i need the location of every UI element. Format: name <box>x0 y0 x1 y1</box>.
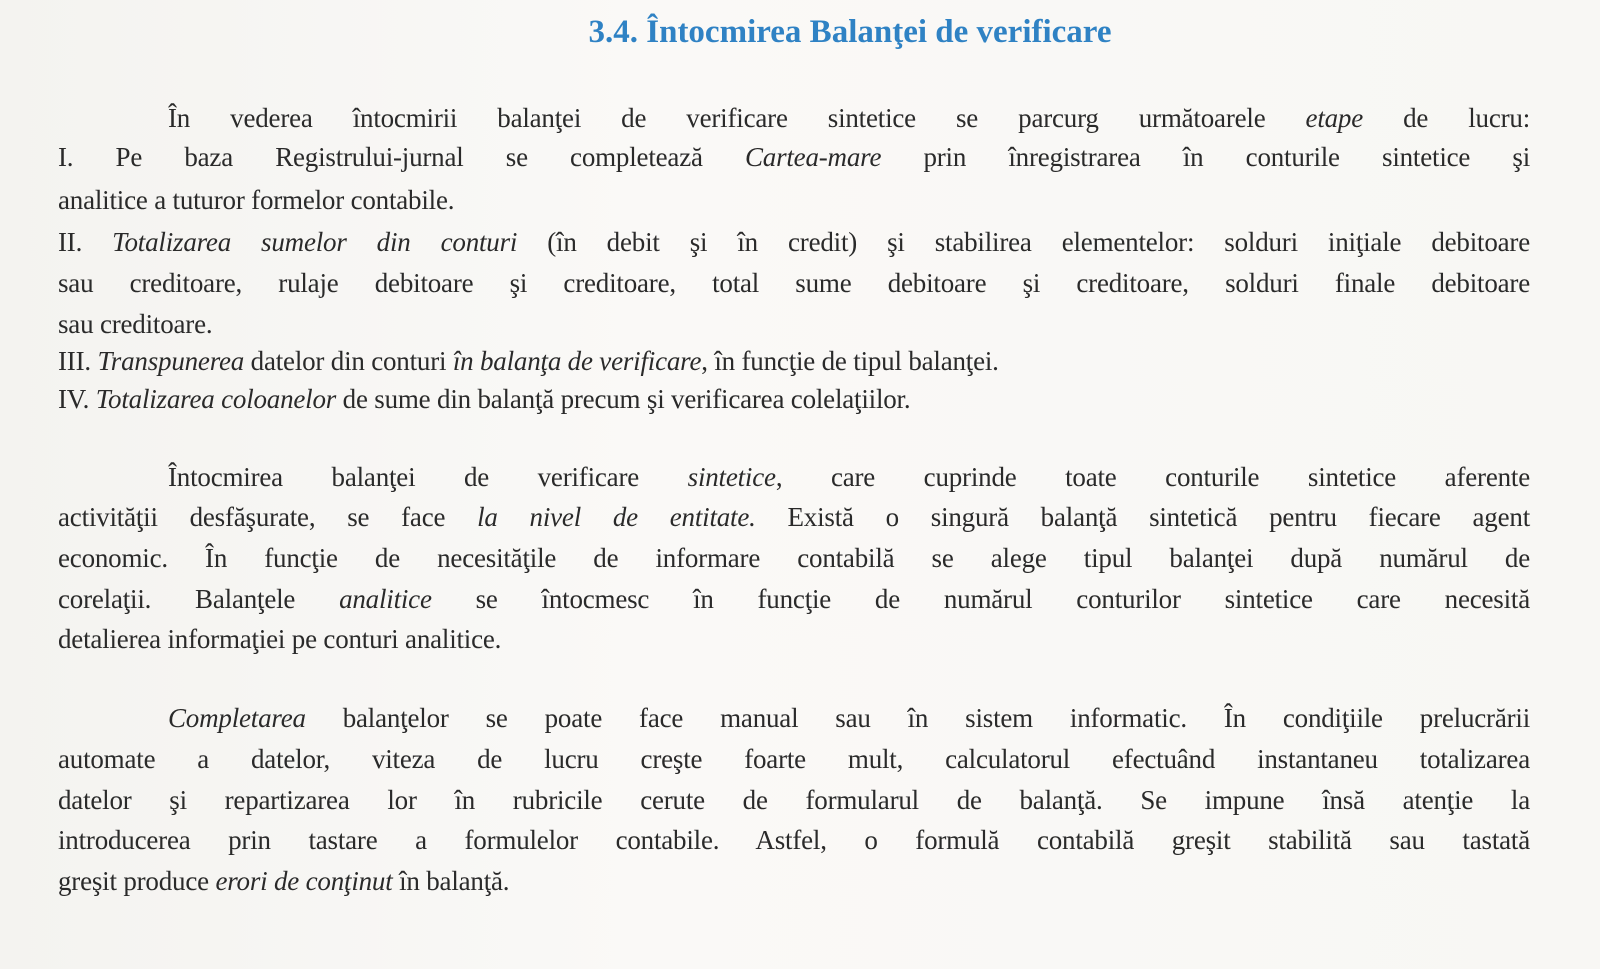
text-segment: Există o singură balanţă sintetică pentru fiecare agent <box>755 502 1530 532</box>
italic-text: Cartea-mare <box>744 142 882 172</box>
text-line <box>58 543 1530 574</box>
section-title: 3.4. Întocmirea Balanţei de verificare <box>588 14 1112 50</box>
text-line <box>58 227 1530 258</box>
text-line <box>58 384 1530 415</box>
text-segment: de sume din balanţă precum şi verificarea colelaţiilor. <box>336 384 911 414</box>
text-line <box>58 785 1530 816</box>
text-segment: detalierea informaţiei pe conturi analitice. <box>58 624 502 654</box>
text-line <box>58 624 1530 655</box>
text-segment: balanţelor se poate face manual sau în sistem informatic. În condiţiile prelucrării <box>305 703 1530 733</box>
text-line <box>58 185 1530 216</box>
text-segment: datelor din conturi <box>244 346 453 376</box>
italic-text: Transpunerea <box>97 346 245 376</box>
text-line <box>58 346 1530 377</box>
italic-text: în balanţa de verificare <box>452 346 702 376</box>
text-segment: se întocmesc în funcţie de numărul conturilor sintetice care necesită <box>431 584 1530 614</box>
text-line <box>58 268 1530 299</box>
text-segment: introducerea prin tastare a formulelor contabile. Astfel, o formulă contabilă greşit stabilită sau tastată <box>58 825 1530 855</box>
text-segment: I. Pe baza Registrului-jurnal se completează <box>58 142 745 172</box>
text-segment: economic. În funcţie de necesităţile de informare contabilă se alege tipul balanţei după numărul de <box>58 543 1530 573</box>
text-segment: În vederea întocmirii balanţei de verificare sintetice se parcurg următoarele <box>168 103 1306 133</box>
italic-text: la nivel de entitate. <box>477 502 756 532</box>
italic-text: etape <box>1305 103 1364 133</box>
text-segment: III. <box>58 346 98 376</box>
text-line <box>58 825 1530 856</box>
text-line <box>58 744 1530 775</box>
text-segment: corelaţii. Balanţele <box>58 584 340 614</box>
text-segment: II. <box>58 227 113 257</box>
italic-text: Totalizarea sumelor din conturi <box>112 227 518 257</box>
text-segment: , care cuprinde toate conturile sintetice aferente <box>775 462 1530 492</box>
text-segment: (în debit şi în credit) şi stabilirea elementelor: solduri iniţiale debitoare <box>517 227 1530 257</box>
text-line <box>58 703 1530 734</box>
text-line <box>58 103 1530 134</box>
text-line <box>58 584 1530 615</box>
text-segment: Întocmirea balanţei de verificare <box>168 462 688 492</box>
text-line <box>58 866 1530 897</box>
text-segment: sau creditoare. <box>58 309 213 339</box>
text-segment: greşit produce <box>58 866 216 896</box>
text-line <box>58 142 1530 173</box>
italic-text: Totalizarea coloanelor <box>95 384 337 414</box>
text-segment: în balanţă. <box>392 866 510 896</box>
text-line <box>58 462 1530 493</box>
italic-text: sintetice <box>687 462 776 492</box>
text-segment: datelor şi repartizarea lor în rubricile cerute de formularul de balanţă. Se impune însă atenţie la <box>58 785 1530 815</box>
text-segment: activităţii desfăşurate, se face <box>58 502 478 532</box>
text-line <box>58 309 1530 340</box>
text-segment: automate a datelor, viteza de lucru creşte foarte mult, calculatorul efectuând instantaneu totalizarea <box>58 744 1530 774</box>
text-segment: , în funcţie de tipul balanţei. <box>701 346 999 376</box>
italic-text: analitice <box>339 584 432 614</box>
italic-text: erori de conţinut <box>215 866 393 896</box>
text-segment: analitice a tuturor formelor contabile. <box>58 185 455 215</box>
text-segment: sau creditoare, rulaje debitoare şi creditoare, total sume debitoare şi creditoare, solduri finale debitoare <box>58 268 1530 298</box>
text-line <box>58 502 1530 533</box>
text-segment: de lucru: <box>1363 103 1531 133</box>
italic-text: Completarea <box>168 703 306 733</box>
text-segment: prin înregistrarea în conturile sintetice şi <box>881 142 1531 172</box>
text-segment: IV. <box>58 384 96 414</box>
